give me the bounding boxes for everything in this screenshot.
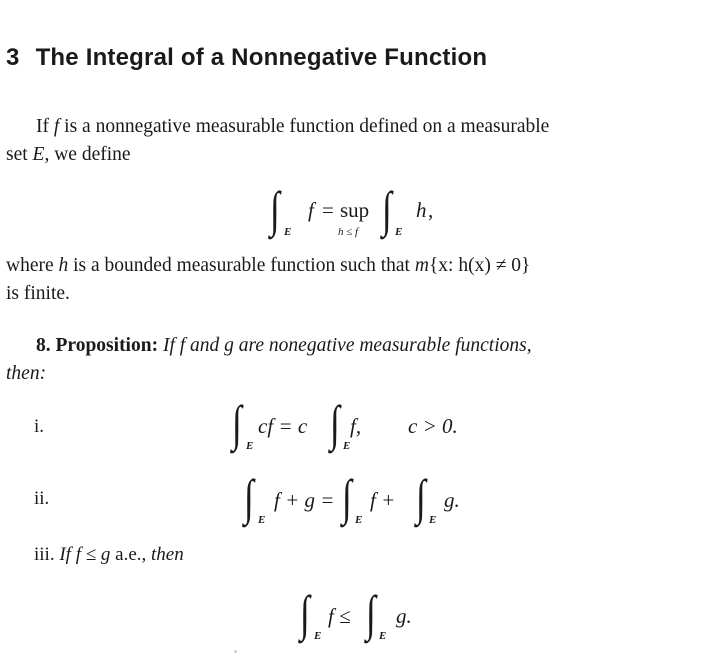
- item-text: If f ≤ g: [59, 544, 111, 565]
- integral-subscript: E: [379, 630, 387, 642]
- intro-paragraph: [6, 113, 696, 169]
- item-lhs: f + g =: [274, 488, 335, 512]
- integral-sign: ∫: [244, 469, 254, 525]
- definition-equation: [270, 181, 434, 244]
- item-text: then: [151, 544, 184, 565]
- proposition-statement: then:: [6, 363, 47, 384]
- item-label: iii.: [34, 544, 55, 565]
- integral-sign: ∫: [342, 469, 352, 525]
- proposition-label: 8. Proposition:: [36, 335, 159, 356]
- integral-sign: ∫: [366, 585, 376, 641]
- scan-speck: [234, 650, 237, 653]
- item-lhs: cf = c: [258, 414, 308, 438]
- item-text: a.e.,: [115, 544, 147, 565]
- item-label: i.: [34, 416, 45, 437]
- item-iii-text: [34, 544, 184, 566]
- integral-subscript: E: [429, 514, 437, 526]
- integral-sign: ∫: [416, 469, 426, 525]
- intro-var-f: f: [53, 116, 60, 137]
- definition-lhs: f: [308, 198, 314, 222]
- integral-subscript: E: [284, 226, 292, 238]
- integral-subscript: E: [246, 440, 254, 452]
- item-lhs: f ≤: [328, 604, 351, 628]
- integral-sign: ∫: [382, 181, 392, 237]
- where-paragraph: [6, 252, 696, 308]
- integral-subscript: E: [395, 226, 403, 238]
- where-set: {x: h(x) ≠ 0}: [428, 255, 531, 276]
- item-label: ii.: [34, 488, 50, 509]
- where-text: is a bounded measurable function such that: [73, 255, 410, 276]
- item-mid: f +: [370, 488, 396, 512]
- definition-equals: =: [322, 198, 334, 222]
- item-condition: c > 0.: [408, 414, 458, 438]
- integral-subscript: E: [258, 514, 266, 526]
- integral-subscript: E: [314, 630, 322, 642]
- item-rhs: g.: [396, 604, 412, 628]
- item-rhs: f,: [350, 414, 362, 438]
- definition-rhs: h: [416, 198, 427, 222]
- intro-text: is a nonnegative measurable function defined on a measurable: [64, 116, 550, 137]
- proposition-paragraph: [6, 332, 696, 388]
- section-heading: [6, 44, 487, 72]
- item-iii-equation: [300, 585, 412, 648]
- where-text: is finite.: [6, 283, 70, 304]
- intro-text: If: [36, 116, 49, 137]
- item-ii-equation: [244, 469, 460, 532]
- integral-sign: ∫: [330, 395, 340, 451]
- integral-subscript: E: [343, 440, 351, 452]
- where-var-m: m: [414, 255, 429, 276]
- sup-subscript: h ≤ f: [338, 226, 359, 238]
- definition-comma: ,: [428, 198, 434, 222]
- section-title: The Integral of a Nonnegative Function: [35, 44, 488, 71]
- where-var-h: h: [58, 255, 69, 276]
- where-text: where: [6, 255, 54, 276]
- section-number: 3: [6, 44, 20, 71]
- item-rhs: g.: [444, 488, 460, 512]
- integral-sign: ∫: [270, 181, 280, 237]
- intro-text: , we define: [44, 144, 131, 165]
- definition-sup: sup: [340, 198, 370, 222]
- intro-var-E: E: [32, 144, 45, 165]
- proposition-statement: If f and g are nonegative measurable functions,: [162, 335, 532, 356]
- intro-text: set: [6, 144, 28, 165]
- integral-subscript: E: [355, 514, 363, 526]
- integral-sign: ∫: [232, 395, 242, 451]
- item-i-equation: [232, 395, 458, 458]
- integral-sign: ∫: [300, 585, 310, 641]
